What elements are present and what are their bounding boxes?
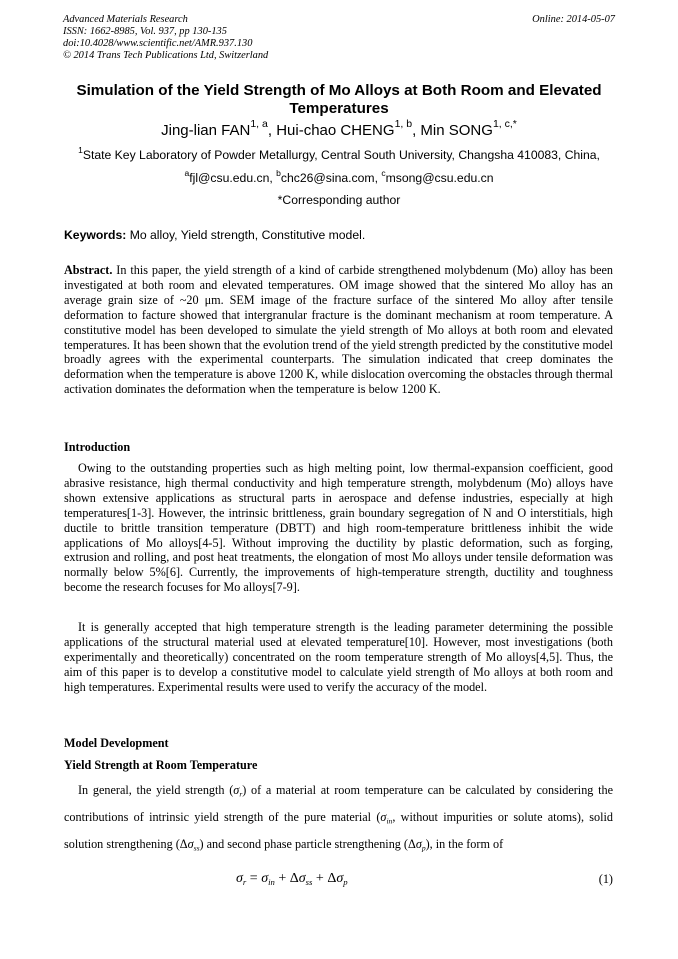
- text-run: ), in the form of: [425, 837, 504, 852]
- doi-line: doi:10.4028/www.scientific.net/AMR.937.130: [63, 38, 253, 49]
- email-marker: b: [276, 167, 281, 178]
- introduction-paragraph-2: It is generally accepted that high temperature strength is the leading parameter determining the possible applications of the structural material used at elevated temperature[10]. However, most investigations (both experimentally and theoretically) concentrated on the room temperature strength of Mo alloys[4,5]. Thus, the aim of this paper is to develop a constitutive model to calculate yield strength of Mo alloys at both room and high temperatures. Experimental results were used to verify the accuracy of the model.: [64, 620, 613, 694]
- journal-header: [63, 14, 615, 62]
- text-run: ) of a material at room temperature can be calculated by considering the contributions of intrinsic yield strength of the pure material (: [64, 783, 614, 825]
- symbol-delta-sigma-p: $\Delta\sigma_p$: [407, 837, 426, 853]
- email-separator: ,: [374, 171, 382, 185]
- abstract-label: Abstract.: [64, 263, 113, 277]
- section-heading-model-development: Model Development: [64, 736, 169, 750]
- author-name: Min SONG: [420, 122, 493, 139]
- author-name: Hui-chao CHENG: [276, 122, 395, 139]
- affiliation-marker: 1: [78, 144, 83, 155]
- email-list: [60, 167, 618, 186]
- equation-number: (1): [598, 872, 613, 886]
- author-list: [60, 118, 618, 140]
- symbol-delta-sigma-ss: $\Delta\sigma_{ss}$: [179, 837, 200, 853]
- author-affil-marker: 1, b: [394, 118, 413, 131]
- email-marker: c: [381, 167, 386, 178]
- paper-title: Simulation of the Yield Strength of Mo Alloys at Both Room and Elevated Temperatures: [76, 82, 602, 117]
- abstract-text: In this paper, the yield strength of a kind of carbide strengthened molybdenum (Mo) alloy has been investigated at both room and elevated temperatures. OM image showed that the sintered Mo alloy has an average grain size of ~20 μm. SEM image of the fracture surface of the sintered Mo alloy after tensile deformation to facture showed that intergranular fracture is the dominant mechanism at room temperature. A constitutive model has been developed to simulate the yield strength of Mo alloys at both room and elevated temperatures. It has been shown that the evolution trend of the yield strength predicted by the constitutive model broadly agrees with the experimental counterparts. The simulation indicated that creep dominates the deformation when the temperature is above 1200 K, while dislocation overcoming the obstacles through thermal activation dominates the deformation when the temperature is below 1200 K.: [64, 263, 613, 397]
- equation-1: [64, 868, 613, 890]
- online-date: Online: 2014-05-07: [532, 14, 615, 25]
- journal-name: Advanced Materials Research: [63, 14, 188, 25]
- text-run: , without impurities or solute atoms), solid solution strengthening (: [64, 810, 613, 852]
- author-separator: ,: [412, 122, 421, 139]
- email-marker: a: [184, 167, 190, 178]
- section-heading-introduction: Introduction: [64, 440, 131, 454]
- author-affil-marker: 1, c,*: [492, 118, 517, 131]
- corresponding-author-note: *Corresponding author: [277, 193, 401, 207]
- keywords: [64, 228, 616, 243]
- keywords-text: Mo alloy, Yield strength, Constitutive model.: [126, 228, 366, 242]
- email-address[interactable]: msong@csu.edu.cn: [385, 171, 494, 185]
- copyright-line: © 2014 Trans Tech Publications Ltd, Switzerland: [63, 50, 269, 61]
- author-separator: ,: [267, 122, 277, 139]
- affiliation: [60, 144, 618, 163]
- abstract: [64, 263, 613, 397]
- symbol-sigma-in: $\sigma_{in}$: [380, 810, 393, 826]
- issn-line: ISSN: 1662-8985, Vol. 937, pp 130-135: [63, 26, 227, 37]
- equation-body: $\sigma_r = \sigma_{in} + \Delta\sigma_{ss} + \Delta\sigma_p$: [236, 871, 348, 888]
- author-affil-marker: 1, a: [250, 118, 268, 131]
- symbol-sigma-r: $\sigma_r$: [233, 783, 243, 799]
- email-separator: ,: [269, 171, 277, 185]
- introduction-paragraph-1: Owing to the outstanding properties such as high melting point, low thermal-expansion coefficient, good abrasive resistance, high thermal conductivity and high temperature strength, molybdenum (Mo) alloys have shown extensive applications as structural parts in aerospace and defense industries, especially at high temperatures[1-3]. However, the intrinsic brittleness, grain boundary segregation of N and O interstitials, high ductile to brittle transition temperature (DBTT) and high room-temperature brittleness inhibit the wide applications of Mo alloys[4-5]. Without improving the ductility by plastic deformation, such as forging, extrusion and rolling, and post heat treatments, the elongation of most Mo alloys under tensile deformation was normally below 5%[6]. Currently, the improvements of high-temperature strength, ductility and toughness become the research focuses for Mo alloys[7-9].: [64, 461, 613, 595]
- email-address[interactable]: fjl@csu.edu.cn: [189, 171, 270, 185]
- email-address[interactable]: chc26@sina.com: [280, 171, 375, 185]
- author-name: Jing-lian FAN: [161, 122, 251, 139]
- text-run: In general, the yield strength (: [78, 783, 234, 797]
- affiliation-text: State Key Laboratory of Powder Metallurgy, Central South University, Changsha 410083, China,: [82, 148, 600, 162]
- text-run: ) and second phase particle strengthening (: [199, 837, 408, 852]
- model-paragraph: [64, 779, 613, 860]
- subsection-heading-yield-strength: Yield Strength at Room Temperature: [64, 758, 258, 772]
- keywords-label: Keywords:: [64, 228, 127, 242]
